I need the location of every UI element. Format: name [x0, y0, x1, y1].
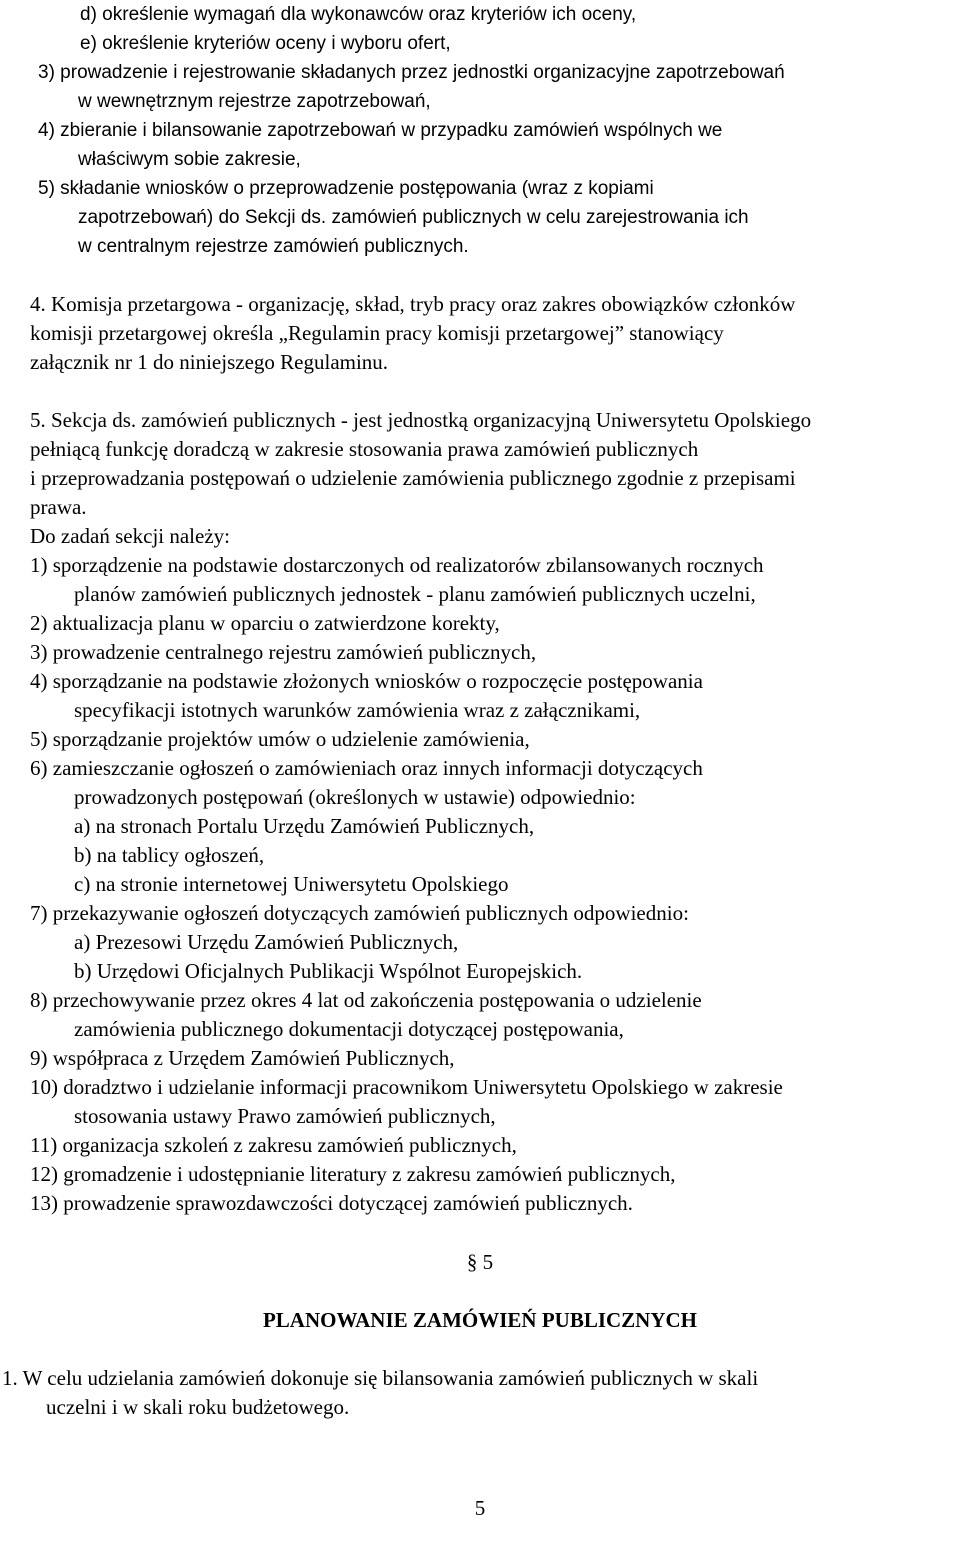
- list-item: 8) przechowywanie przez okres 4 lat od zakończenia postępowania o udzielenie: [30, 988, 702, 1012]
- list-item: zamówienia publicznego dokumentacji dotyczącej postępowania,: [74, 1017, 624, 1041]
- paragraph-line: Do zadań sekcji należy:: [30, 524, 230, 548]
- list-item: 2) aktualizacja planu w oparciu o zatwierdzone korekty,: [30, 611, 500, 635]
- paragraph-line: 5. Sekcja ds. zamówień publicznych - jest jednostką organizacyjną Uniwersytetu Opolskiego: [30, 408, 812, 432]
- list-item: stosowania ustawy Prawo zamówień publicznych,: [74, 1104, 496, 1128]
- list-item: 1) sporządzenie na podstawie dostarczonych od realizatorów zbilansowanych rocznych: [30, 553, 764, 577]
- list-item: specyfikacji istotnych warunków zamówienia wraz z załącznikami,: [74, 698, 641, 722]
- paragraph-line: 4. Komisja przetargowa - organizację, skład, tryb pracy oraz zakres obowiązków członków: [30, 292, 796, 316]
- list-item: 5) składanie wniosków o przeprowadzenie postępowania (wraz z kopiami: [38, 178, 654, 199]
- list-item: a) na stronach Portalu Urzędu Zamówień Publicznych,: [74, 814, 535, 838]
- list-item: a) Prezesowi Urzędu Zamówień Publicznych,: [74, 930, 459, 954]
- list-item: właściwym sobie zakresie,: [78, 149, 301, 170]
- list-item: 13) prowadzenie sprawozdawczości dotyczącej zamówień publicznych.: [30, 1191, 633, 1215]
- list-item: b) Urzędowi Oficjalnych Publikacji Wspólnot Europejskich.: [74, 959, 583, 983]
- paragraph-line: komisji przetargowej określa „Regulamin pracy komisji przetargowej” stanowiący: [30, 321, 724, 345]
- paragraph-line: i przeprowadzania postępowań o udzielenie zamówienia publicznego zgodnie z przepisami: [30, 466, 796, 490]
- list-item: 5) sporządzanie projektów umów o udzielenie zamówienia,: [30, 727, 530, 751]
- list-item: 12) gromadzenie i udostępnianie literatury z zakresu zamówień publicznych,: [30, 1162, 676, 1186]
- paragraph-line: 1. W celu udzielania zamówień dokonuje się bilansowania zamówień publicznych w skali: [2, 1366, 759, 1390]
- list-item: 7) przekazywanie ogłoszeń dotyczących zamówień publicznych odpowiednio:: [30, 901, 689, 925]
- paragraph-line: uczelni i w skali roku budżetowego.: [46, 1395, 350, 1419]
- list-item: b) na tablicy ogłoszeń,: [74, 843, 265, 867]
- list-item: 9) współpraca z Urzędem Zamówień Publicznych,: [30, 1046, 455, 1070]
- page-number: 5: [474, 1496, 486, 1520]
- list-item: prowadzonych postępowań (określonych w ustawie) odpowiednio:: [74, 785, 636, 809]
- list-item: 10) doradztwo i udzielanie informacji pracownikom Uniwersytetu Opolskiego w zakresie: [30, 1075, 783, 1099]
- list-item: w wewnętrznym rejestrze zapotrzebowań,: [78, 91, 431, 112]
- list-item: c) na stronie internetowej Uniwersytetu Opolskiego: [74, 872, 509, 896]
- list-item: 4) sporządzanie na podstawie złożonych wniosków o rozpoczęcie postępowania: [30, 669, 703, 693]
- list-item: zapotrzebowań) do Sekcji ds. zamówień publicznych w celu zarejestrowania ich: [78, 207, 749, 228]
- paragraph-line: załącznik nr 1 do niniejszego Regulaminu.: [30, 350, 389, 374]
- list-item: 3) prowadzenie centralnego rejestru zamówień publicznych,: [30, 640, 537, 664]
- list-item: 11) organizacja szkoleń z zakresu zamówień publicznych,: [30, 1133, 517, 1157]
- list-item: 6) zamieszczanie ogłoszeń o zamówieniach oraz innych informacji dotyczących: [30, 756, 703, 780]
- list-item: w centralnym rejestrze zamówień publicznych.: [78, 236, 469, 257]
- section-title: PLANOWANIE ZAMÓWIEŃ PUBLICZNYCH: [262, 1308, 698, 1332]
- paragraph-line: pełniącą funkcję doradczą w zakresie stosowania prawa zamówień publicznych: [30, 437, 699, 461]
- list-item: d) określenie wymagań dla wykonawców oraz kryteriów ich oceny,: [80, 4, 637, 25]
- list-item: 3) prowadzenie i rejestrowanie składanych przez jednostki organizacyjne zapotrzebowań: [38, 62, 785, 83]
- list-item: planów zamówień publicznych jednostek - planu zamówień publicznych uczelni,: [74, 582, 756, 606]
- section-sign: § 5: [466, 1250, 494, 1274]
- list-item: 4) zbieranie i bilansowanie zapotrzebowań w przypadku zamówień wspólnych we: [38, 120, 723, 141]
- paragraph-line: prawa.: [30, 495, 87, 519]
- list-item: e) określenie kryteriów oceny i wyboru ofert,: [80, 33, 451, 54]
